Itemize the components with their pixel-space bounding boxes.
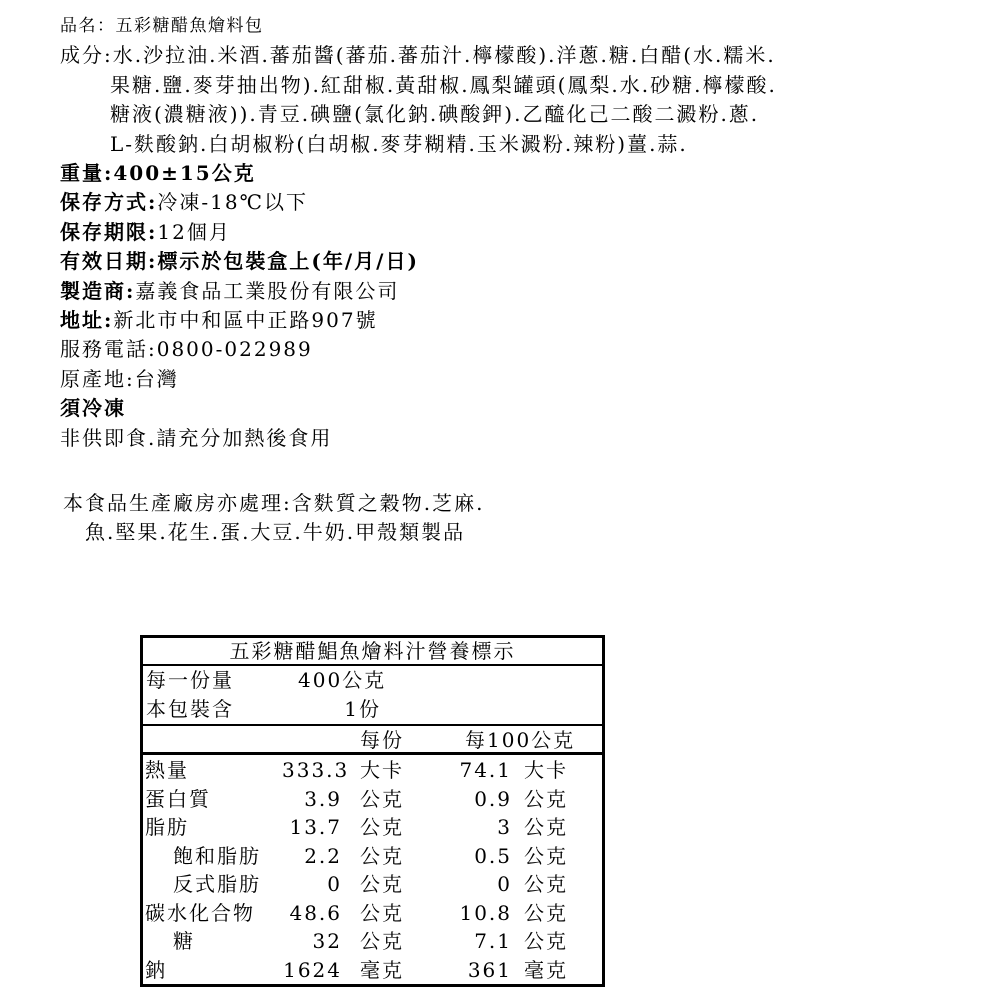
nutrition-rows — [143, 755, 602, 984]
storage-method-label: 保存方式: — [60, 190, 158, 215]
nutrition-serving-section — [143, 666, 602, 726]
product-name-line: 品名：五彩糖醋魚燴料包 — [60, 16, 264, 36]
nutrition-table-title: 五彩糖醋鯧魚燴料汁營養標示 — [143, 638, 602, 666]
nutrient-unit-per-100g: 公克 — [524, 929, 568, 953]
nutrient-name: 蛋白質 — [145, 786, 211, 811]
servings-per-pack-value: 1份 — [344, 697, 381, 721]
nutrition-row — [143, 756, 602, 785]
nutrient-name: 反式脂肪 — [173, 872, 261, 896]
address-line — [60, 306, 940, 335]
nutrient-unit-per-serving: 公克 — [360, 843, 404, 868]
per-100g-column-header: 每100公克 — [465, 728, 576, 752]
nutrient-unit-per-serving: 公克 — [360, 872, 404, 896]
nutrition-row — [143, 813, 602, 842]
nutrition-row — [143, 927, 602, 956]
nutrient-value-per-serving: 2.2 — [304, 843, 342, 868]
nutrition-row — [143, 842, 602, 871]
ingredients-line-3: 糖液(濃糖液)).青豆.碘鹽(氯化鈉.碘酸鉀).乙醯化己二酸二澱粉.蔥. — [110, 102, 760, 127]
expiry-date-line: 有效日期:標示於包裝盒上(年/月/日) — [60, 249, 419, 274]
nutrient-name: 碳水化合物 — [145, 900, 255, 925]
nutrient-name: 鈉 — [145, 957, 167, 982]
nutrient-unit-per-100g: 公克 — [524, 786, 568, 811]
nutrient-unit-per-serving: 公克 — [360, 929, 404, 953]
nutrient-value-per-100g: 10.8 — [459, 900, 512, 925]
ingredients-line-2: 果糖.鹽.麥芽抽出物).紅甜椒.黃甜椒.鳳梨罐頭(鳳梨.水.砂糖.檸檬酸. — [110, 72, 777, 97]
nutrient-unit-per-serving: 大卡 — [360, 758, 404, 782]
nutrient-value-per-100g: 74.1 — [459, 758, 512, 782]
serving-size-row — [143, 666, 602, 695]
manufacturer-line — [60, 277, 940, 306]
nutrient-unit-per-serving: 公克 — [360, 786, 404, 811]
service-phone-line: 服務電話:0800-022989 — [60, 337, 313, 362]
nutrient-name: 飽和脂肪 — [173, 843, 261, 868]
manufacturer-label: 製造商: — [60, 278, 136, 303]
allergen-line-1: 本食品生產廠房亦處理:含麩質之穀物.芝麻. — [63, 491, 485, 515]
servings-per-pack-row — [143, 695, 602, 724]
nutrient-unit-per-100g: 公克 — [524, 843, 568, 868]
nutrient-value-per-serving: 32 — [312, 929, 342, 953]
nutrient-unit-per-100g: 公克 — [524, 900, 568, 925]
nutrition-row — [143, 785, 602, 814]
address-label: 地址: — [60, 308, 114, 333]
nutrition-table — [140, 635, 605, 987]
serving-size-label: 每一份量 — [146, 668, 234, 692]
nutrient-name: 脂肪 — [145, 815, 189, 839]
nutrient-value-per-100g: 3 — [497, 815, 512, 839]
servings-per-pack-label: 本包裝含 — [146, 697, 234, 721]
frozen-note-line: 須冷凍 — [60, 396, 126, 421]
nutrient-value-per-serving: 13.7 — [289, 815, 342, 839]
nutrient-value-per-serving: 1624 — [283, 957, 342, 982]
ingredients-line-4: L-麩酸鈉.白胡椒粉(白胡椒.麥芽糊精.玉米澱粉.辣粉)薑.蒜. — [110, 131, 688, 156]
shelf-life-line — [60, 218, 940, 247]
nutrient-unit-per-100g: 大卡 — [524, 758, 568, 782]
nutrient-unit-per-100g: 公克 — [524, 815, 568, 839]
storage-method-line — [60, 188, 940, 217]
nutrient-unit-per-serving: 公克 — [360, 900, 404, 925]
weight-line: 重量:400±15公克 — [60, 161, 256, 186]
origin-line: 原產地:台灣 — [60, 366, 179, 391]
nutrient-unit-per-serving: 毫克 — [360, 957, 404, 982]
nutrient-value-per-100g: 0.5 — [474, 843, 512, 868]
shelf-life-value: 12個月 — [157, 219, 231, 244]
manufacturer-value: 嘉義食品工業股份有限公司 — [135, 278, 400, 303]
nutrient-name: 熱量 — [145, 758, 189, 782]
nutrient-unit-per-100g: 公克 — [524, 872, 568, 896]
nutrition-row — [143, 870, 602, 899]
allergen-block — [63, 489, 763, 548]
ingredients-line-1: 成分:水.沙拉油.米酒.蕃茄醬(蕃茄.蕃茄汁.檸檬酸).洋蔥.糖.白醋(水.糯米. — [60, 43, 776, 68]
heating-note-line: 非供即食.請充分加熱後食用 — [60, 425, 333, 450]
address-value: 新北市中和區中正路907號 — [113, 308, 378, 333]
storage-method-value: 冷凍-18℃以下 — [157, 190, 308, 215]
nutrient-value-per-serving: 333.3 — [282, 758, 350, 782]
nutrient-value-per-100g: 7.1 — [474, 929, 512, 953]
nutrient-value-per-serving: 48.6 — [289, 900, 342, 925]
nutrient-value-per-100g: 0 — [497, 872, 512, 896]
per-serving-column-header: 每份 — [360, 728, 404, 752]
nutrient-unit-per-serving: 公克 — [360, 815, 404, 839]
nutrient-name: 糖 — [173, 929, 195, 953]
nutrient-unit-per-100g: 毫克 — [524, 957, 568, 982]
nutrition-row — [143, 899, 602, 928]
nutrition-row — [143, 956, 602, 985]
nutrient-value-per-100g: 0.9 — [474, 786, 512, 811]
nutrition-column-header-row — [143, 726, 602, 755]
nutrient-value-per-serving: 0 — [327, 872, 342, 896]
nutrient-value-per-100g: 361 — [467, 957, 512, 982]
shelf-life-label: 保存期限: — [60, 219, 158, 244]
serving-size-value: 400公克 — [298, 668, 387, 692]
product-info-block — [60, 12, 940, 453]
allergen-line-2: 魚.堅果.花生.蛋.大豆.牛奶.甲殼類製品 — [85, 520, 466, 545]
nutrient-value-per-serving: 3.9 — [304, 786, 342, 811]
